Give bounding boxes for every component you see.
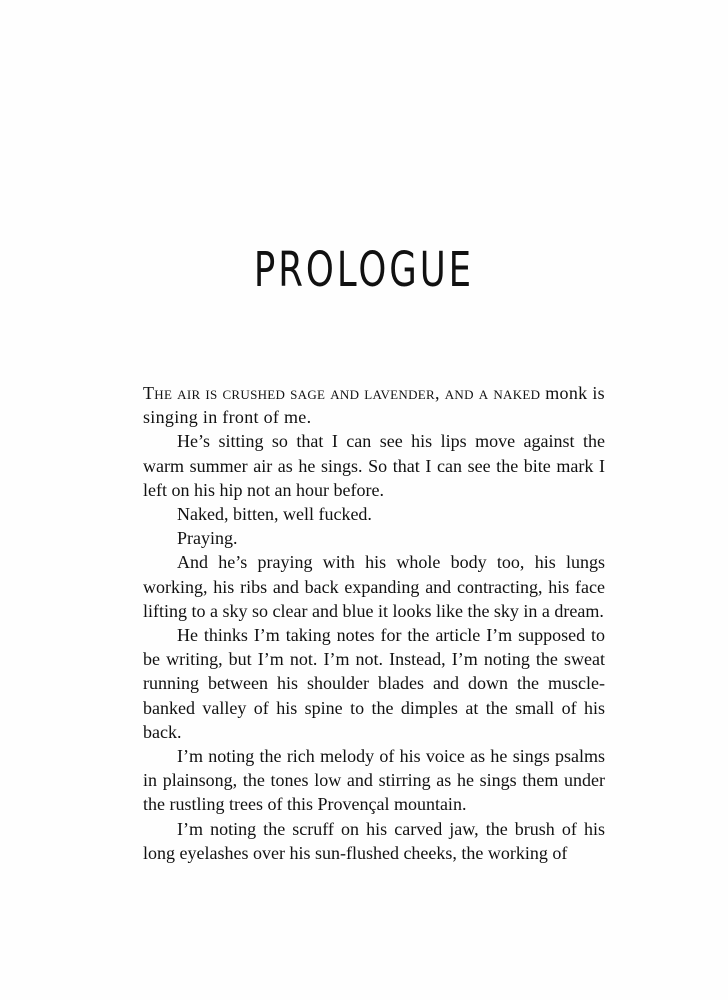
paragraph-text-rest: monk is singing in front of me. xyxy=(143,383,605,428)
paragraph: He thinks I’m taking notes for the article I’m supposed to be writing, but I’m not. I’m not. Instead, I’m noting the sweat running between his shoulder blades and down the muscle-banked valley of his spine to the dimples at the small of his back. xyxy=(143,625,605,742)
paragraph: He’s sitting so that I can see his lips move against the warm summer air as he sings. So that I can see the bite mark I left on his hip not an hour before. xyxy=(143,431,605,500)
paragraph: I’m noting the scruff on his carved jaw, the brush of his long eyelashes over his sun-flushed cheeks, the working of xyxy=(143,818,605,863)
opening-small-caps: The air is crushed sage and lavender, xyxy=(143,383,440,403)
paragraph: Naked, bitten, well fucked. xyxy=(177,504,372,525)
paragraph: I’m noting the rich melody of his voice as he sings psalms in plainsong, the tones low and stirring as he sings them under the rustling trees of this Provençal mountain. xyxy=(143,746,605,815)
body-text xyxy=(143,381,605,865)
paragraph xyxy=(143,381,605,429)
paragraph: And he’s praying with his whole body too, his lungs working, his ribs and back expanding and contracting, his face lifting to a sky so clear and blue it looks like the sky in a dream. xyxy=(143,552,605,621)
opening-small-caps-cont: and a naked xyxy=(439,383,541,403)
chapter-title: PROLOGUE xyxy=(253,242,475,298)
paragraph: Praying. xyxy=(177,528,238,549)
